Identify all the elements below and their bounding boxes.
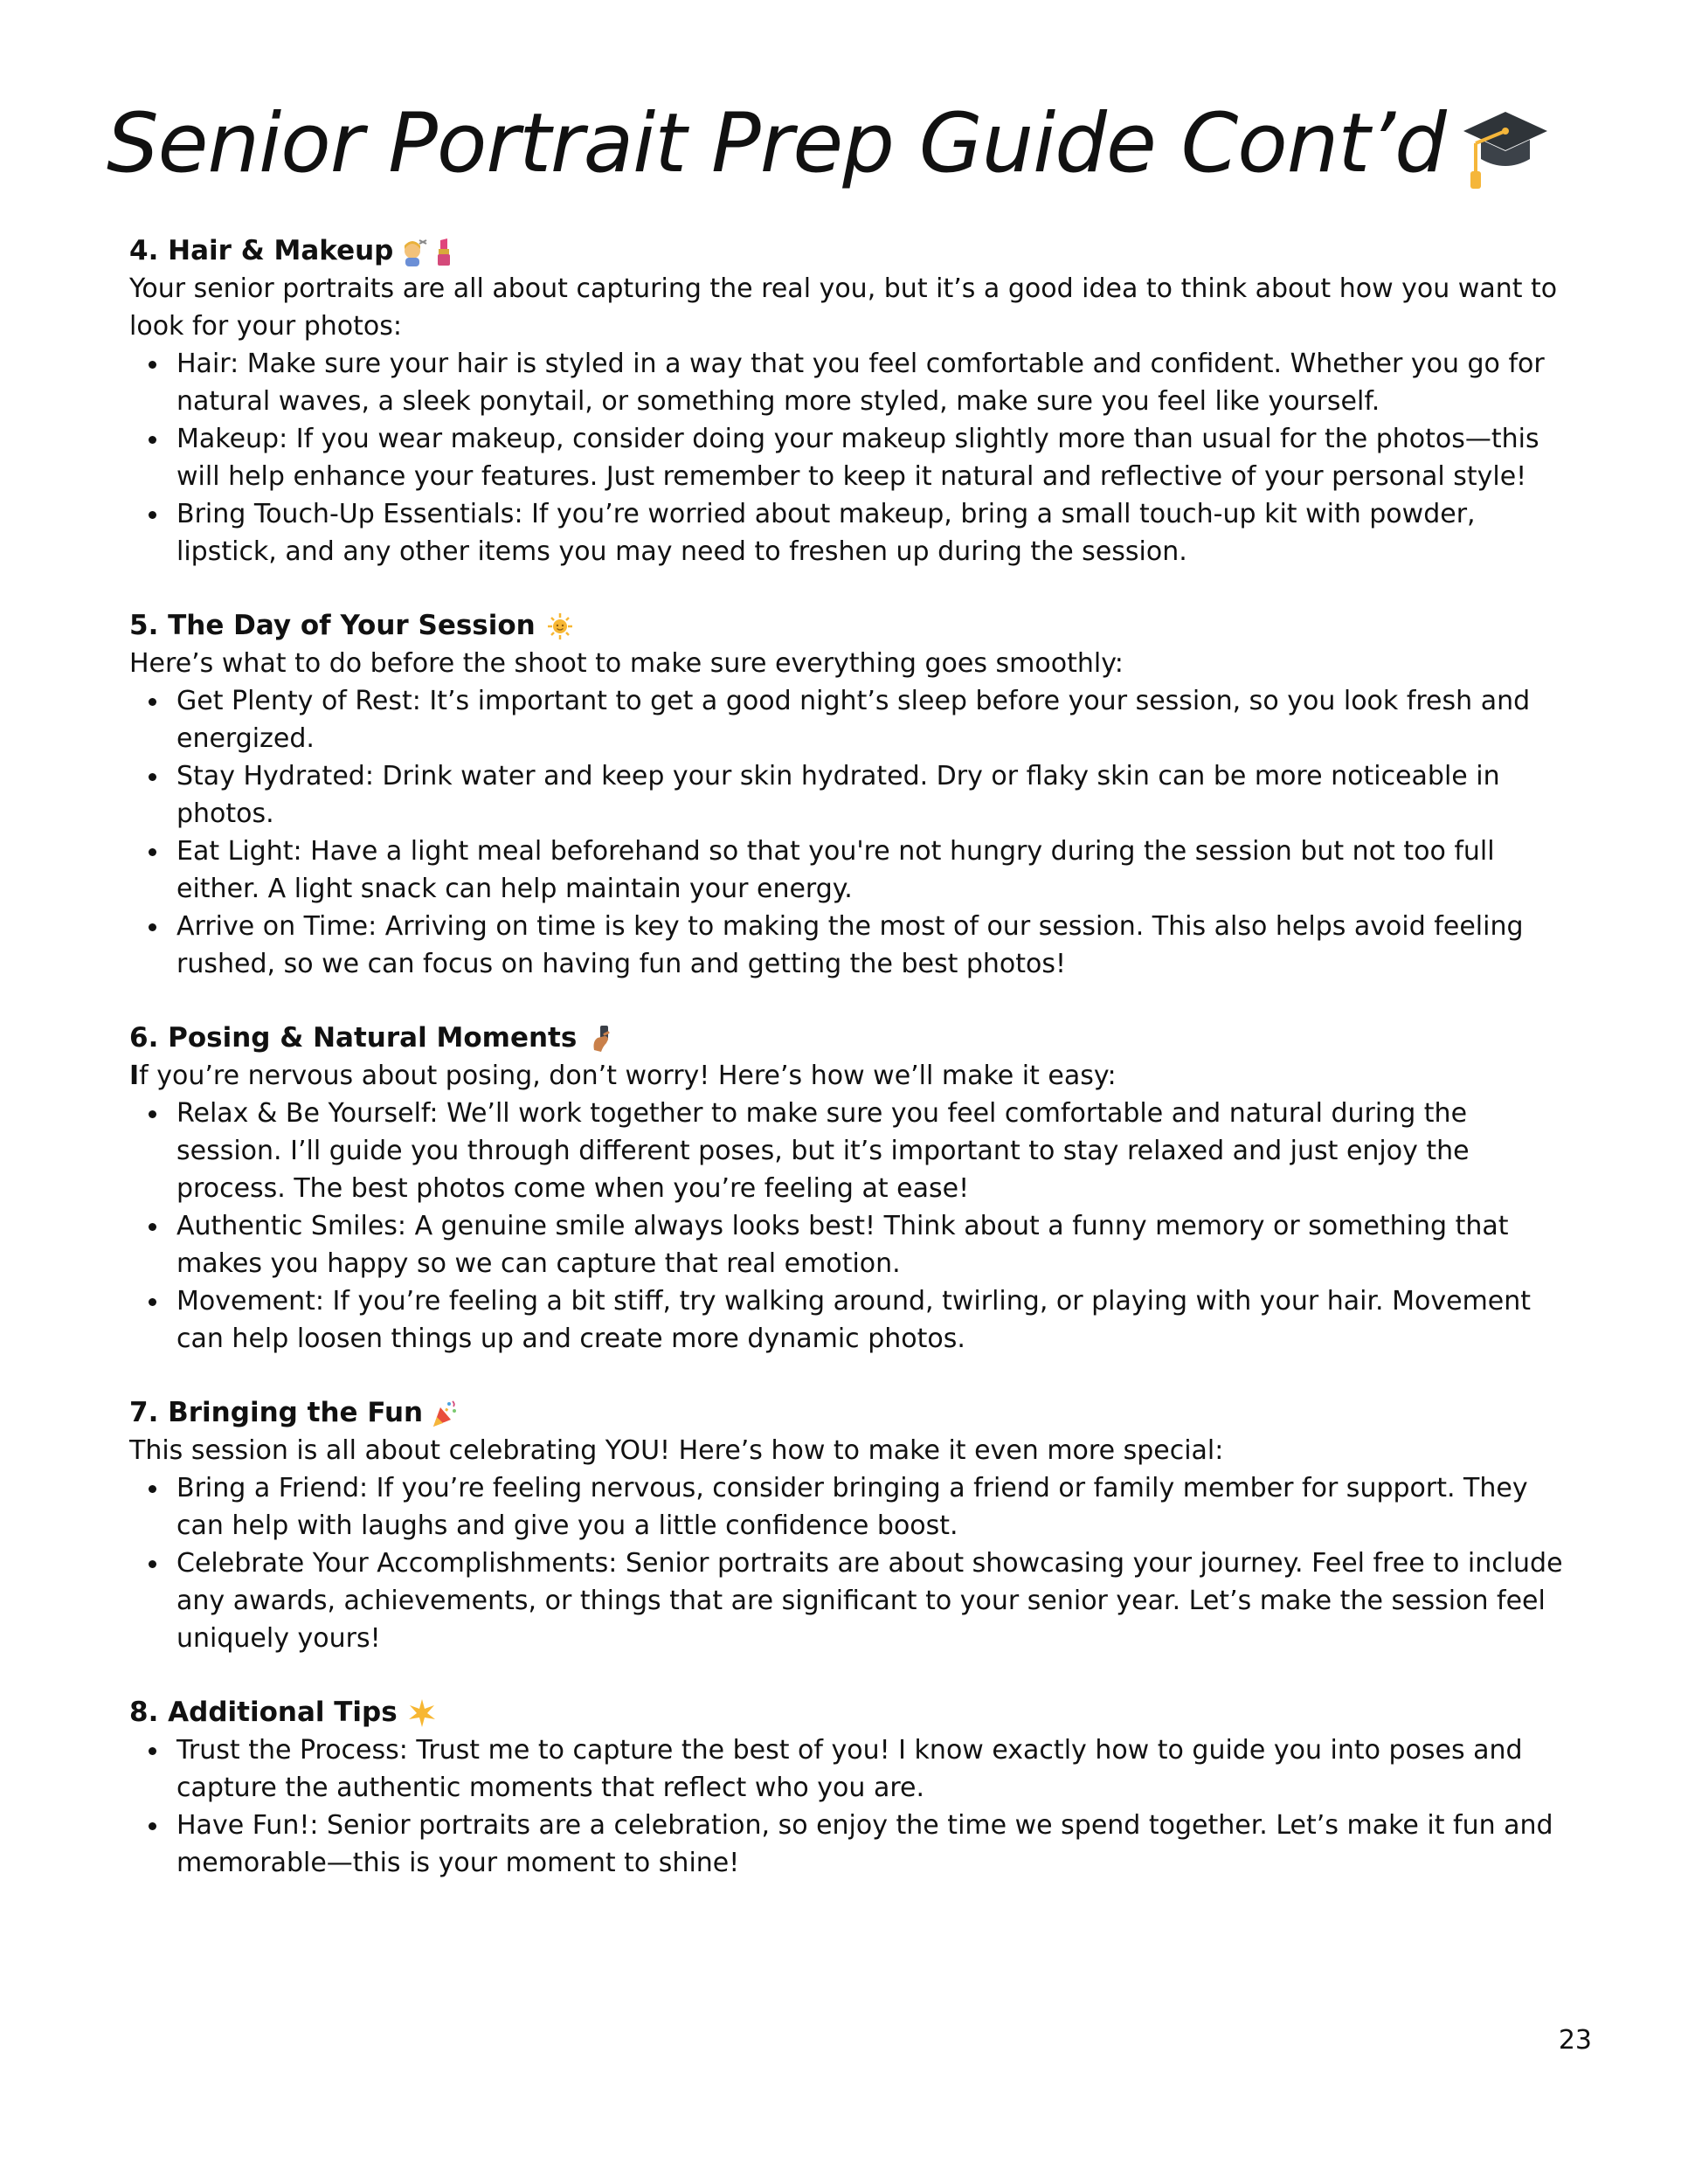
selfie-icon [587,1024,615,1054]
graduation-cap-icon [1462,96,1549,192]
section-posing [129,1019,1571,1358]
star-burst-icon [408,1698,436,1728]
list-item: Have Fun!: Senior portraits are a celebration, so enjoy the time we spend together. Let’s make it fun and memorable—this is your moment to shine! [129,1807,1571,1882]
section-heading-text: 7. Bringing the Fun [129,1397,424,1428]
section-heading-text: 8. Additional Tips [129,1697,398,1728]
list-item: Eat Light: Have a light meal beforehand so that you're not hungry during the session but not too full either. A light snack can help maintain your energy. [129,833,1571,908]
hairdresser-icon [400,237,428,266]
list-item: Stay Hydrated: Drink water and keep your skin hydrated. Dry or flaky skin can be more noticeable in photos. [129,757,1571,833]
intro-text: f you’re nervous about posing, don’t worry! Here’s how we’ll make it easy: [139,1061,1117,1091]
page-title: Senior Portrait Prep Guide Cont’d [107,96,1446,191]
list-item: Get Plenty of Rest: It’s important to get a good night’s sleep before your session, so you look fresh and energized. [129,682,1571,757]
section-intro: Your senior portraits are all about capturing the real you, but it’s a good idea to think about how you want to look for your photos: [129,273,1558,342]
section-heading [129,1694,1571,1731]
list-item: Arrive on Time: Arriving on time is key to making the most of our session. This also helps avoid feeling rushed, so we can focus on having fun and getting the best photos! [129,908,1571,983]
section-heading-text: 6. Posing & Natural Moments [129,1022,578,1054]
section-heading [129,1019,1571,1057]
list-item: Authentic Smiles: A genuine smile always looks best! Think about a funny memory or something that makes you happy so we can capture that real emotion. [129,1207,1571,1282]
list-item: Bring Touch-Up Essentials: If you’re worried about makeup, bring a small touch-up kit with powder, lipstick, and any other items you may need to freshen up during the session. [129,495,1571,570]
list-item: Trust the Process: Trust me to capture the best of you! I know exactly how to guide you into poses and capture the authentic moments that reflect who you are. [129,1731,1571,1807]
section-additional-tips [129,1694,1571,1882]
section-hair-makeup [129,232,1571,570]
section-day-of-session [129,607,1571,983]
list-item: Relax & Be Yourself: We’ll work together to make sure you feel comfortable and natural during the session. I’ll guide you through different poses, but it’s important to stay relaxed and just enjoy the process. The best photos come when you’re feeling at ease! [129,1095,1571,1207]
section-bringing-fun [129,1394,1571,1657]
section-intro [129,1057,1571,1095]
bullet-list [129,1731,1571,1882]
bullet-list [129,1095,1571,1358]
section-heading-text: 4. Hair & Makeup [129,235,394,266]
section-intro: This session is all about celebrating YOU! Here’s how to make it even more special: [129,1435,1224,1466]
bullet-list [129,345,1571,570]
section-intro: Here’s what to do before the shoot to make sure everything goes smoothly: [129,648,1124,679]
lipstick-icon [430,237,458,266]
section-heading-text: 5. The Day of Your Session [129,610,536,641]
list-item: Hair: Make sure your hair is styled in a way that you feel comfortable and confident. Whether you go for natural waves, a sleek ponytail, or something more styled, make sure you feel like yourself. [129,345,1571,420]
section-heading [129,1394,1571,1432]
section-heading [129,607,1571,645]
list-item: Celebrate Your Accomplishments: Senior portraits are about showcasing your journey. Feel free to include any awards, achievements, or things that are significant to your senior year. Let’s make the session feel uniquely yours! [129,1545,1571,1657]
sun-icon [546,612,574,641]
list-item: Bring a Friend: If you’re feeling nervous, consider bringing a friend or family member for support. They can help with laughs and give you a little confidence boost. [129,1469,1571,1545]
intro-lead-letter: I [129,1061,140,1091]
section-heading [129,232,1571,270]
bullet-list [129,682,1571,983]
party-popper-icon [430,1399,458,1428]
guide-content [129,232,1571,1918]
title-row [107,87,1592,201]
list-item: Movement: If you’re feeling a bit stiff, try walking around, twirling, or playing with your hair. Movement can help loosen things up and create more dynamic photos. [129,1282,1571,1358]
list-item: Makeup: If you wear makeup, consider doing your makeup slightly more than usual for the photos—this will help enhance your features. Just remember to keep it natural and reflective of your personal style! [129,420,1571,495]
page-number: 23 [1558,2025,1592,2056]
bullet-list [129,1469,1571,1657]
